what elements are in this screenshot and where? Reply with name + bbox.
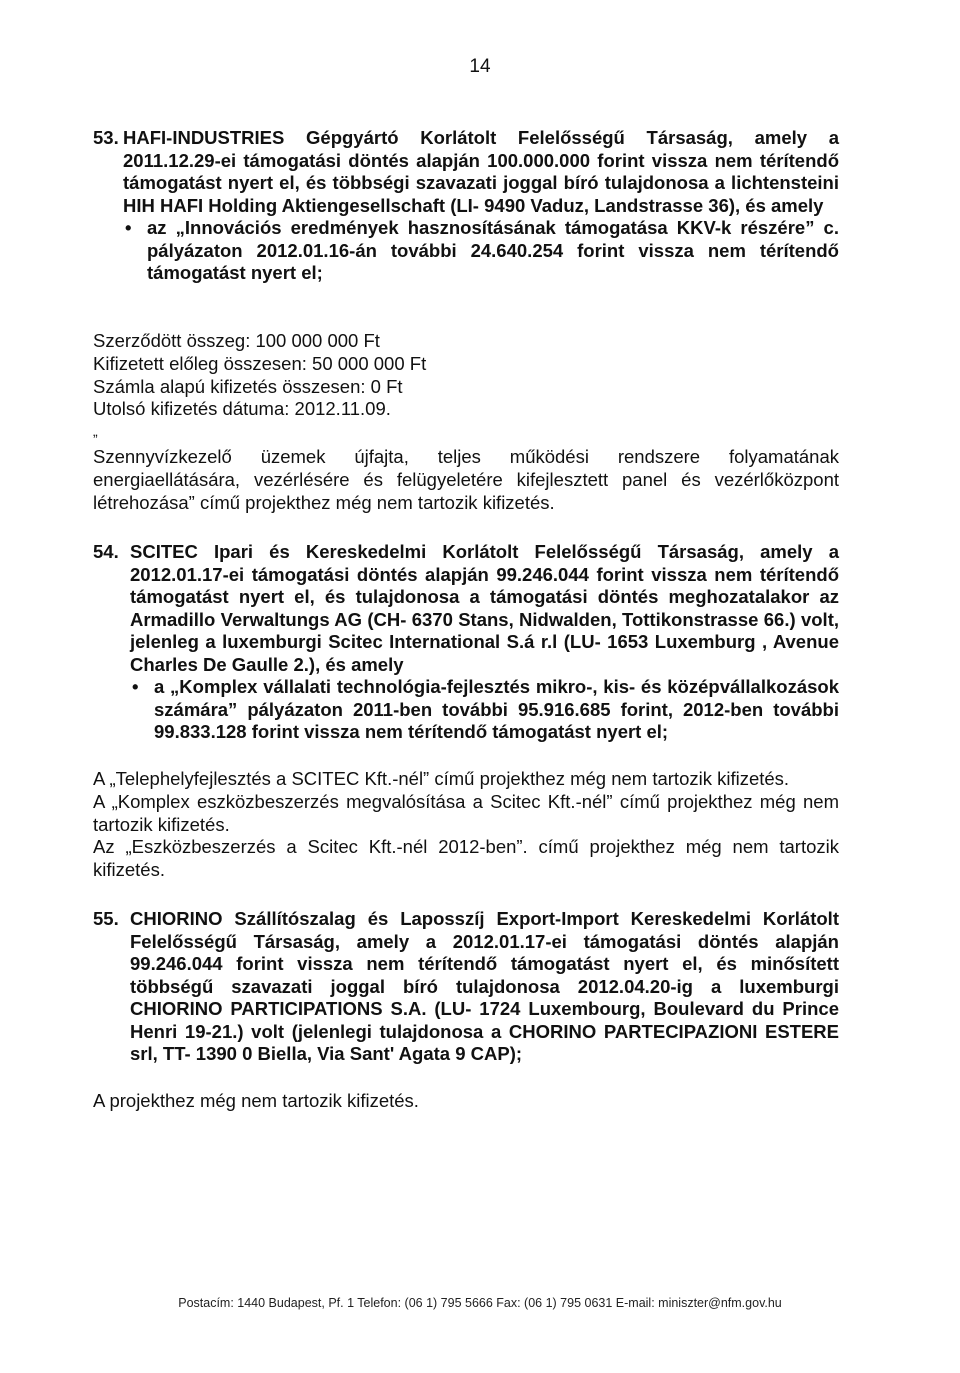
entry-55 <box>93 908 839 1066</box>
last-payment-date: Utolsó kifizetés dátuma: 2012.11.09. <box>93 398 391 420</box>
bullet-item <box>130 676 839 744</box>
advance-paid: Kifizetett előleg összesen: 50 000 000 Ft <box>93 352 427 374</box>
scitec-note-1: A „Telephelyfejlesztés a SCITEC Kft.-nél” című projekthez még nem tartozik kifizetés. <box>93 768 790 789</box>
payment-block <box>93 330 839 421</box>
entry-54 <box>93 541 839 744</box>
bullet-icon: • <box>125 217 132 238</box>
scitec-note-3: Az „Eszközbeszerzés a Scitec Kft.-nél 2012-ben”. című projekthez még nem tartozik kifizetés. <box>93 836 839 881</box>
bullet-item <box>123 217 839 285</box>
quote-mark: „ <box>93 423 98 439</box>
invoice-paid: Számla alapú kifizetés összesen: 0 Ft <box>93 375 403 397</box>
bullet-text: a „Komplex vállalati technológia-fejlesztés mikro-, kis- és középvállalkozások számára” pályázaton 2011-ben további 95.916.685 forint, 2012-ben további 99.833.128 forint vissza nem térítendő támogatást nyert el; <box>154 676 839 742</box>
scitec-notes <box>93 768 839 882</box>
footer-contact: Postacím: 1440 Budapest, Pf. 1 Telefon: (06 1) 795 5666 Fax: (06 1) 795 0631 E-mail: miniszter@nfm.gov.hu <box>178 1296 782 1310</box>
entry-number: 54. <box>93 541 119 562</box>
entry-53 <box>93 127 839 285</box>
project-note-text: Szennyvízkezelő üzemek újfajta, teljes működési rendszere folyamatának energiaellátására, vezérlésére és felügyeletére kifejlesztett panel és vezérlőközpont létrehozása” című projekthez még nem tartozik kifizetés. <box>93 446 839 513</box>
entry-text: HAFI-INDUSTRIES Gépgyártó Korlátolt Felelősségű Társaság, amely a 2011.12.29-ei támogatási döntés alapján 100.000.000 forint vissza nem térítendő támogatást nyert el, és többségi szavazati joggal bíró tulajdonosa a lichtensteini HIH HAFI Holding Aktiengesellschaft (LI- 9490 Vaduz, Landstrasse 36), és amely <box>123 127 839 216</box>
project-note <box>93 446 839 514</box>
entry-number: 55. <box>93 908 119 929</box>
entry-number: 53. <box>93 127 119 148</box>
chiorino-note-text: A projekthez még nem tartozik kifizetés. <box>93 1090 419 1111</box>
entry-text: CHIORINO Szállítószalag és Laposszíj Export-Import Kereskedelmi Korlátolt Felelősségű Társaság, amely a 2012.01.17-ei támogatási döntés alapján 99.246.044 forint vissza nem térítendő támogatást nyert el, és minősített többségű szavazati joggal bíró tulajdonosa 2012.04.20-ig a luxemburgi CHIORINO PARTICIPATIONS S.A. (LU- 1724 Luxembourg, Boulevard du Prince Henri 19-21.) volt (jelenlegi tulajdonosa a CHORINO PARTECIPAZIONI ESTERE srl, TT- 1390 0 Biella, Via Sant' Agata 9 CAP); <box>130 908 839 1064</box>
bullet-text: az „Innovációs eredmények hasznosításának támogatása KKV-k részére” c. pályázaton 2012.01.16-án további 24.640.254 forint vissza nem térítendő támogatást nyert el; <box>147 217 839 283</box>
chiorino-note <box>93 1090 839 1113</box>
page-number: 14 <box>469 56 491 77</box>
contracted-amount: Szerződött összeg: 100 000 000 Ft <box>93 330 380 351</box>
bullet-icon: • <box>132 676 139 697</box>
entry-text: SCITEC Ipari és Kereskedelmi Korlátolt Felelősségű Társaság, amely a 2012.01.17-ei támogatási döntés alapján 99.246.044 forint vissza nem térítendő támogatást nyert el, és tulajdonosa a támogatási döntés meghozatalakor az Armadillo Verwaltungs AG (CH- 6370 Stans, Nidwalden, Tottikonstrasse 66.) volt, jelenleg a luxemburgi Scitec International S.á r.l (LU- 1653 Luxemburg , Avenue Charles De Gaulle 2.), és amely <box>130 541 839 675</box>
scitec-note-2: A „Komplex eszközbeszerzés megvalósítása a Scitec Kft.-nél” című projekthez még nem tartozik kifizetés. <box>93 790 839 835</box>
